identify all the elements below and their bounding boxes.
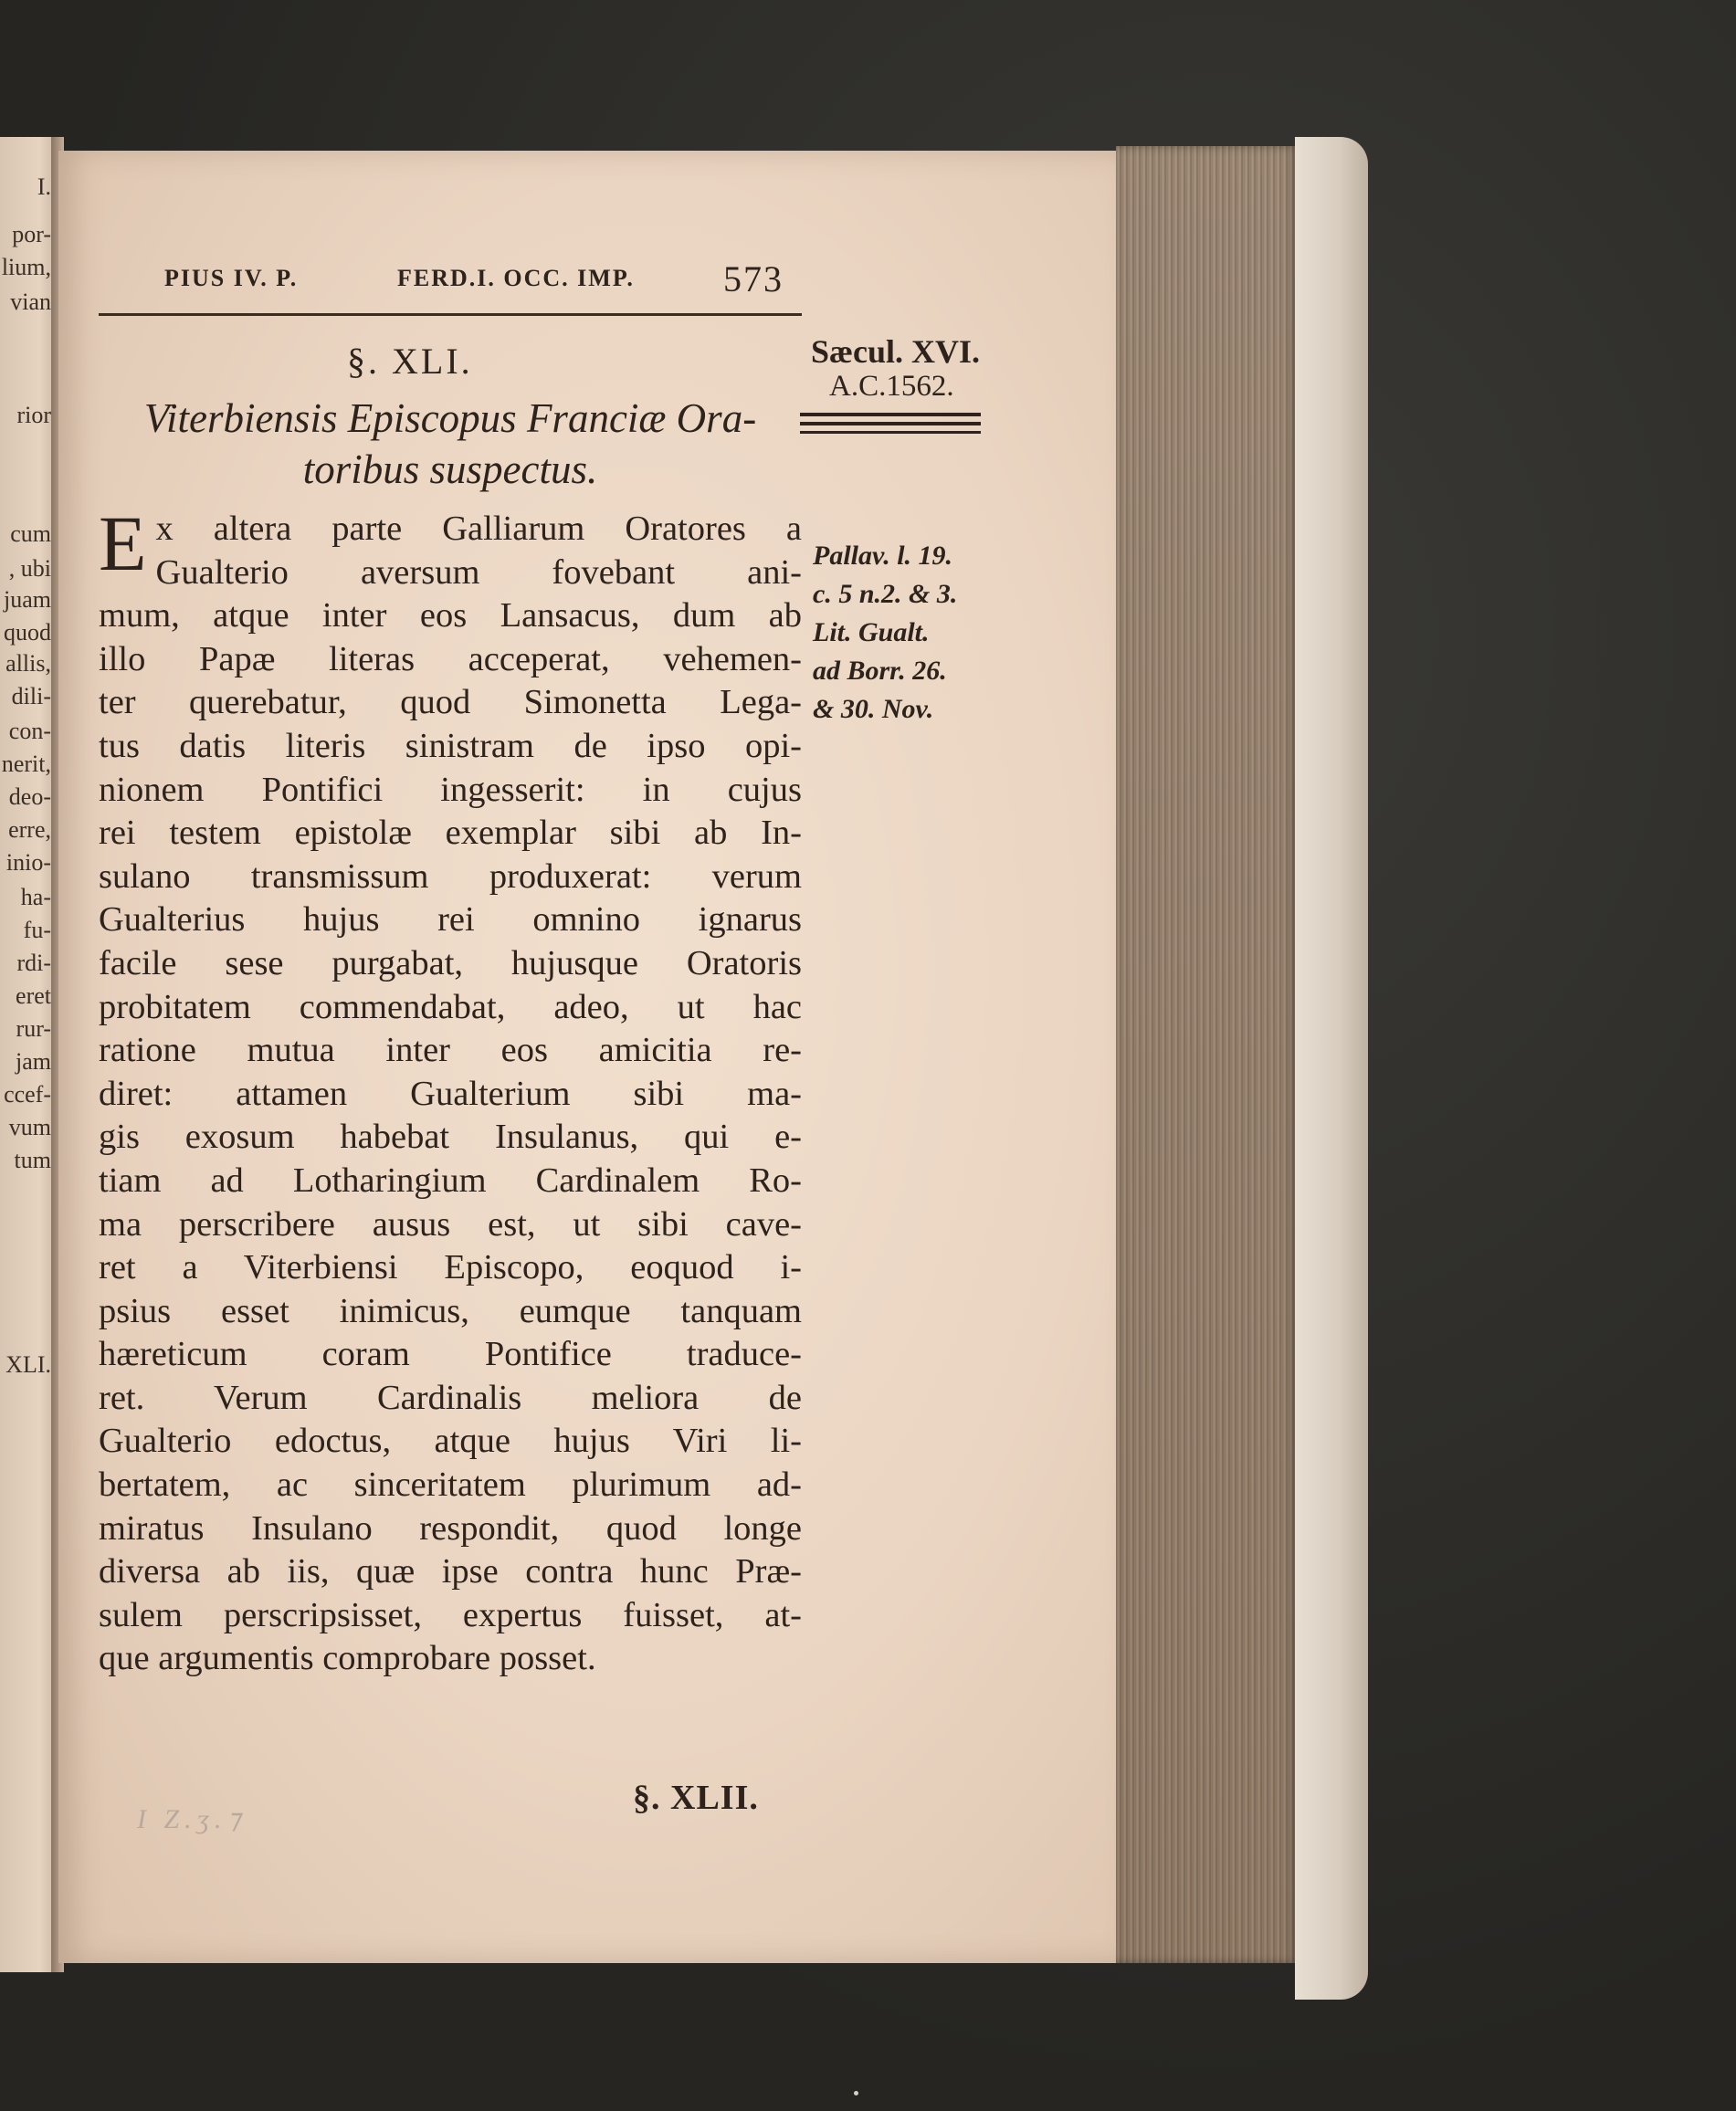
- previous-page-fragment: juam: [4, 586, 51, 613]
- body-line: gis exosum habebat Insulanus, qui e-: [99, 1118, 802, 1157]
- body-line: sulem perscripsisset, expertus fuisset, at-: [99, 1595, 802, 1634]
- section-number: §. XLI.: [347, 341, 473, 382]
- body-line: mum, atque inter eos Lansacus, dum ab: [99, 596, 802, 635]
- body-line: psius esset inimicus, eumque tanquam: [99, 1291, 802, 1330]
- dust-speck: [854, 2091, 858, 2095]
- margin-rule: [800, 422, 981, 425]
- body-line: Gualterius hujus rei omnino ignarus: [99, 900, 802, 940]
- previous-page-fragment: quod: [4, 619, 51, 646]
- previous-page-fragment: dili-: [11, 683, 51, 709]
- body-line: rei testem epistolæ exemplar sibi ab In-: [99, 814, 802, 853]
- body-line: tus datis literis sinistram de ipso opi-: [99, 726, 802, 765]
- heading-line-2: toribus suspectus.: [302, 446, 598, 492]
- body-line: illo Papæ literas acceperat, vehemen-: [99, 639, 802, 678]
- citation-line: c. 5 n.2. & 3.: [813, 579, 958, 609]
- page-number: 573: [723, 258, 784, 299]
- running-header: [164, 257, 804, 303]
- catchword: §. XLII.: [633, 1779, 759, 1817]
- header-rule: [99, 313, 802, 316]
- citation-line: Lit. Gualt.: [813, 617, 930, 647]
- previous-page-fragment: ccef-: [4, 1081, 51, 1108]
- page-block-fore-edge: [1116, 146, 1299, 1963]
- citation-line: ad Borr. 26.: [813, 656, 947, 686]
- margin-saeculum: Sæcul. XVI.: [811, 333, 981, 370]
- body-paragraph: [99, 499, 802, 1681]
- header-emperor: FERD.I. OCC. IMP.: [397, 265, 635, 291]
- margin-rule: [800, 413, 981, 416]
- body-line: ret a Viterbiensi Episcopo, eoquod i-: [99, 1248, 802, 1287]
- previous-page-fragment: eret: [16, 982, 51, 1009]
- previous-page-fragment: vian: [10, 289, 51, 315]
- book-cover-edge: [1295, 137, 1368, 2000]
- body-line: probitatem commendabat, adeo, ut hac: [99, 987, 802, 1026]
- previous-page-fragment: cum: [10, 520, 51, 547]
- body-line: hæreticum coram Pontifice traduce-: [99, 1335, 802, 1374]
- body-line: Gualterio edoctus, atque hujus Viri li-: [99, 1422, 802, 1461]
- library-stamp: I Z.ʒ.⁊: [137, 1804, 247, 1834]
- body-line: ter querebatur, quod Simonetta Lega-: [99, 683, 802, 722]
- body-line: tiam ad Lotharingium Cardinalem Ro-: [99, 1161, 802, 1200]
- body-line: miratus Insulano respondit, quod longe: [99, 1508, 802, 1548]
- citation-line: Pallav. l. 19.: [813, 541, 953, 571]
- previous-page-fragment: tum: [14, 1147, 51, 1173]
- previous-page-fragment: vum: [8, 1114, 51, 1140]
- body-line: diversa ab iis, quæ ipse contra hunc Præ-: [99, 1552, 802, 1591]
- previous-page-fragment: inio-: [5, 849, 51, 876]
- previous-page-fragment: rur-: [16, 1015, 51, 1042]
- body-line: ma perscribere ausus est, ut sibi cave-: [99, 1204, 802, 1244]
- previous-page-edge: [0, 137, 57, 1972]
- header-pope: PIUS IV. P.: [164, 265, 299, 291]
- body-line: facile sese purgabat, hujusque Oratoris: [99, 943, 802, 982]
- body-line: nionem Pontifici ingesserit: in cujus: [99, 770, 802, 809]
- margin-rule: [800, 431, 981, 434]
- body-line: Gualterio aversum fovebant ani-: [155, 552, 802, 592]
- margin-anno: A.C.1562.: [829, 370, 954, 403]
- previous-page-fragment: rior: [16, 402, 51, 428]
- previous-page-fragment: rdi-: [16, 950, 51, 976]
- previous-page-fragment: nerit,: [1, 751, 51, 777]
- previous-page-fragment: I.: [37, 173, 51, 200]
- body-line: ratione mutua inter eos amicitia re-: [99, 1031, 802, 1070]
- previous-page-fragment: ha-: [20, 884, 51, 910]
- previous-page-fragment: jam: [16, 1048, 51, 1075]
- previous-page-fragment: , ubi: [8, 555, 51, 582]
- previous-page-fragment: XLI.: [5, 1351, 51, 1378]
- previous-page-fragment: deo-: [8, 783, 51, 810]
- body-line: sulano transmissum produxerat: verum: [99, 856, 802, 896]
- previous-page-fragment: lium,: [1, 254, 51, 280]
- drop-cap: E: [99, 499, 147, 587]
- margin-citations: [813, 537, 995, 729]
- citation-line: & 30. Nov.: [813, 694, 934, 724]
- body-line: diret: attamen Gualterium sibi ma-: [99, 1074, 802, 1113]
- previous-page-fragment: por-: [12, 221, 51, 247]
- body-line: ret. Verum Cardinalis meliora de: [99, 1378, 802, 1417]
- body-line: x altera parte Galliarum Oratores a: [155, 509, 802, 548]
- previous-page-fragment: con-: [8, 718, 51, 744]
- previous-page-fragment: fu-: [23, 917, 51, 943]
- previous-page-fragment: erre,: [8, 816, 51, 843]
- body-line: bertatem, ac sinceritatem plurimum ad-: [99, 1465, 802, 1505]
- body-line: que argumentis comprobare posset.: [99, 1639, 596, 1678]
- section-heading: [99, 393, 802, 495]
- heading-line-1: Viterbiensis Episcopus Franciæ Ora-: [143, 395, 757, 441]
- previous-page-fragment: allis,: [5, 650, 51, 677]
